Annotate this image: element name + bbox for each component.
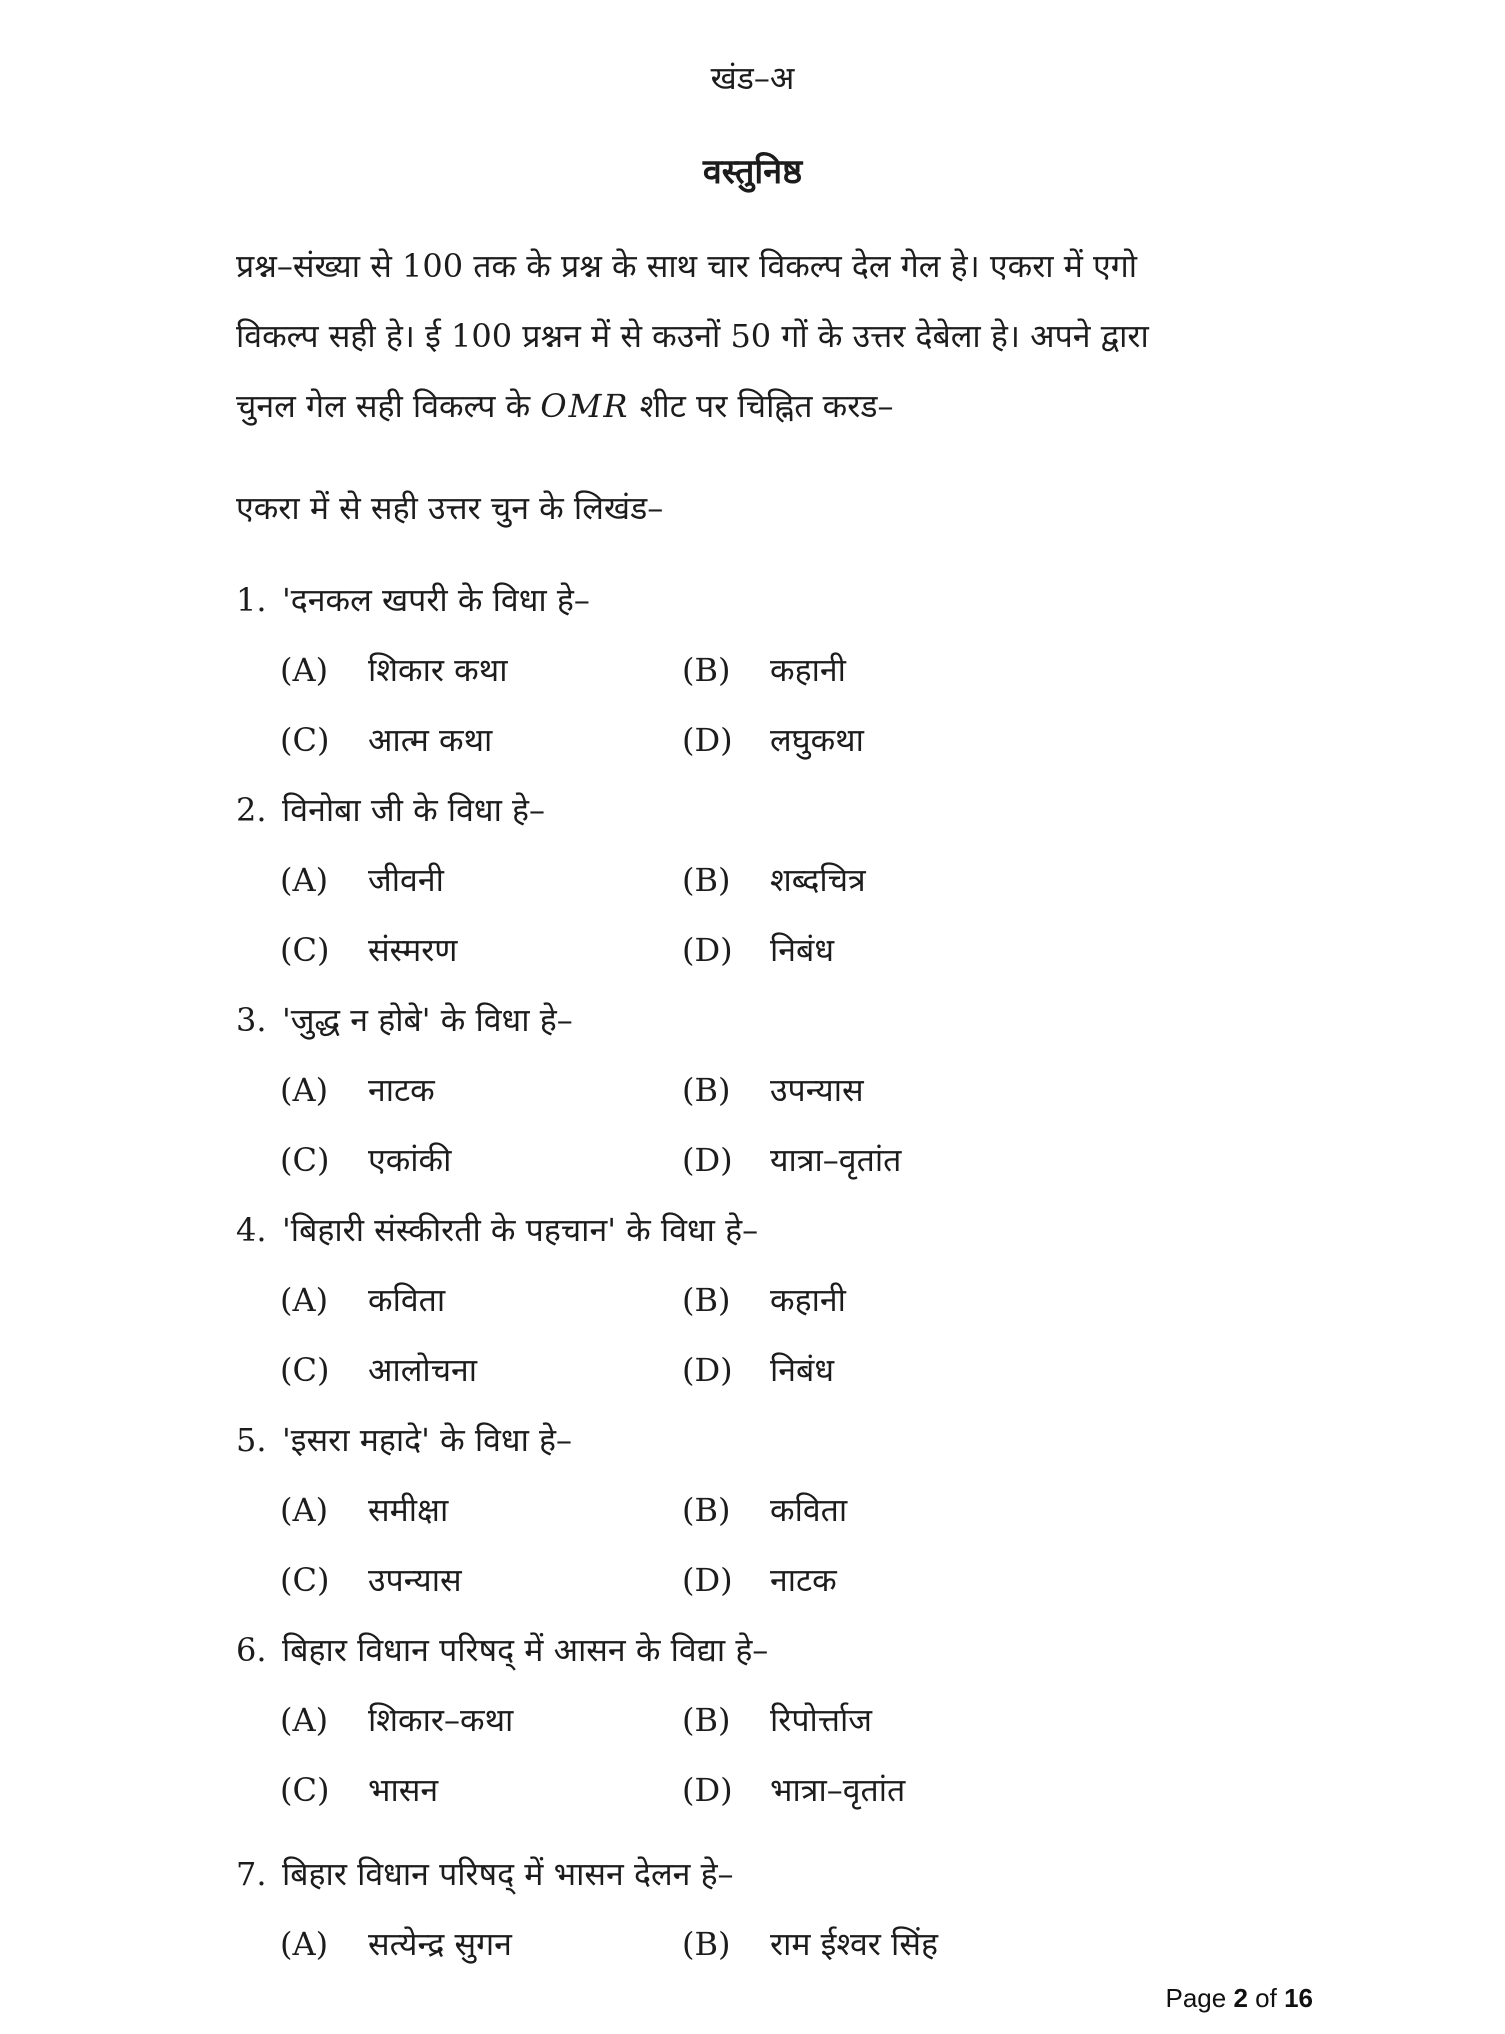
option-label: (B)	[682, 861, 731, 899]
option-b	[682, 1066, 864, 1114]
options-row	[236, 1766, 1296, 1836]
option-text: भात्रा–वृतांत	[770, 1771, 906, 1809]
option-text: कहानी	[770, 651, 846, 689]
option-label: (B)	[682, 1281, 731, 1319]
section-title: खंड–अ	[710, 59, 795, 97]
page-number	[1165, 1985, 1313, 2011]
option-label: (C)	[280, 1141, 330, 1179]
question-text	[236, 1416, 1296, 1486]
option-a	[280, 1276, 445, 1324]
option-text: भासन	[368, 1771, 439, 1809]
option-c	[280, 716, 492, 764]
question-number: 3.	[236, 1001, 267, 1039]
option-text: राम ईश्वर सिंह	[770, 1925, 938, 1963]
option-label: (D)	[682, 1561, 733, 1599]
option-text: उपन्यास	[368, 1561, 462, 1599]
option-text: रिपोर्त्ताज	[770, 1701, 872, 1739]
option-label: (D)	[682, 721, 733, 759]
instruction-line-3-start: चुनल गेल सही विकल्प के	[236, 387, 541, 425]
option-text: लघुकथा	[770, 721, 864, 759]
option-label: (B)	[682, 1925, 731, 1963]
omr-term: OMR	[540, 387, 630, 425]
question-number: 5.	[236, 1421, 267, 1459]
question-6	[236, 1626, 1296, 1836]
option-label: (B)	[682, 651, 731, 689]
option-d	[682, 1136, 901, 1184]
page-word: Page	[1165, 1983, 1227, 2013]
question-text	[236, 576, 1296, 646]
question-stem: 'दनकल खपरी के विधा हे–	[282, 581, 590, 619]
option-text: संस्मरण	[368, 931, 458, 969]
option-c	[280, 1136, 451, 1184]
option-text: समीक्षा	[368, 1491, 449, 1529]
option-a	[280, 1486, 448, 1534]
options-row	[236, 646, 1296, 716]
option-b	[682, 856, 866, 904]
of-word: of	[1255, 1983, 1277, 2013]
option-label: (A)	[280, 1701, 329, 1739]
option-text: नाटक	[368, 1071, 435, 1109]
total-pages: 16	[1284, 1983, 1313, 2013]
option-label: (B)	[682, 1701, 731, 1739]
options-row	[236, 1346, 1296, 1416]
option-text: शिकार कथा	[368, 651, 508, 689]
answer-prompt: एकरा में से सही उत्तर चुन के लिखंड–	[236, 489, 664, 527]
option-text: निबंध	[770, 931, 835, 969]
question-2	[236, 786, 1296, 996]
current-page: 2	[1233, 1983, 1248, 2013]
question-text	[236, 786, 1296, 856]
option-label: (A)	[280, 861, 329, 899]
question-7	[236, 1850, 1296, 1990]
question-text	[236, 1626, 1296, 1696]
option-label: (D)	[682, 1141, 733, 1179]
question-text	[236, 1206, 1296, 1276]
option-text: कविता	[770, 1491, 848, 1529]
instruction-line-2: विकल्प सही हे। ई 100 प्रश्नन में से कउनों 50 गों के उत्तर देबेला हे। अपने द्वारा	[236, 317, 1149, 355]
option-c	[280, 1556, 462, 1604]
option-label: (D)	[682, 1771, 733, 1809]
option-d	[682, 1556, 837, 1604]
instruction-line-1: प्रश्न–संख्या से 100 तक के प्रश्न के साथ चार विकल्प देल गेल हे। एकरा में एगो	[236, 247, 1138, 285]
question-stem: बिहार विधान परिषद् में आसन के विद्या हे–	[282, 1631, 769, 1669]
option-text: सत्येन्द्र सुगन	[368, 1925, 512, 1963]
question-stem: 'इसरा महादे' के विधा हे–	[282, 1421, 573, 1459]
option-label: (C)	[280, 1771, 330, 1809]
question-number: 7.	[236, 1855, 267, 1893]
question-stem: 'जुद्ध न होबे' के विधा हे–	[282, 1001, 573, 1039]
option-a	[280, 1066, 435, 1114]
instruction-line-3	[236, 382, 1266, 452]
option-c	[280, 1766, 438, 1814]
options-row	[236, 856, 1296, 926]
option-label: (A)	[280, 651, 329, 689]
question-4	[236, 1206, 1296, 1416]
option-text: निबंध	[770, 1351, 835, 1389]
question-stem: विनोबा जी के विधा हे–	[282, 791, 546, 829]
question-text	[236, 1850, 1296, 1920]
option-text: जीवनी	[368, 861, 444, 899]
options-row	[236, 926, 1296, 996]
option-d	[682, 1766, 905, 1814]
question-number: 6.	[236, 1631, 267, 1669]
option-text: आलोचना	[368, 1351, 478, 1389]
option-label: (A)	[280, 1491, 329, 1529]
question-number: 4.	[236, 1211, 267, 1249]
options-row	[236, 1136, 1296, 1206]
options-row	[236, 1066, 1296, 1136]
options-row	[236, 716, 1296, 786]
option-b	[682, 1486, 847, 1534]
option-label: (C)	[280, 1561, 330, 1599]
option-b	[682, 1696, 872, 1744]
options-row	[236, 1696, 1296, 1766]
question-text	[236, 996, 1296, 1066]
option-label: (D)	[682, 1351, 733, 1389]
option-label: (C)	[280, 1351, 330, 1389]
instruction-line-3-end: शीट पर चिह्नित करड–	[629, 387, 894, 425]
option-label: (C)	[280, 721, 330, 759]
option-text: कहानी	[770, 1281, 846, 1319]
option-label: (A)	[280, 1925, 329, 1963]
question-5	[236, 1416, 1296, 1626]
option-a	[280, 1696, 513, 1744]
option-text: नाटक	[770, 1561, 837, 1599]
option-text: उपन्यास	[770, 1071, 864, 1109]
option-label: (D)	[682, 931, 733, 969]
option-label: (A)	[280, 1281, 329, 1319]
option-d	[682, 1346, 834, 1394]
question-number: 2.	[236, 791, 267, 829]
question-list	[236, 576, 1296, 1990]
option-label: (B)	[682, 1071, 731, 1109]
option-label: (A)	[280, 1071, 329, 1109]
options-row	[236, 1276, 1296, 1346]
option-d	[682, 716, 864, 764]
option-a	[280, 1920, 512, 1968]
option-a	[280, 646, 507, 694]
option-text: शिकार–कथा	[368, 1701, 514, 1739]
option-label: (C)	[280, 931, 330, 969]
option-c	[280, 1346, 477, 1394]
option-text: शब्दचित्र	[770, 861, 866, 899]
option-b	[682, 646, 846, 694]
question-3	[236, 996, 1296, 1206]
options-row	[236, 1920, 1296, 1990]
options-row	[236, 1556, 1296, 1626]
option-b	[682, 1276, 846, 1324]
page-heading: वस्तुनिष्ठ	[702, 152, 803, 192]
option-d	[682, 926, 834, 974]
question-stem: 'बिहारी संस्कीरती के पहचान' के विधा हे–	[282, 1211, 759, 1249]
options-row	[236, 1486, 1296, 1556]
option-text: यात्रा–वृतांत	[770, 1141, 902, 1179]
option-label: (B)	[682, 1491, 731, 1529]
option-text: एकांकी	[368, 1141, 452, 1179]
option-b	[682, 1920, 938, 1968]
instructions	[236, 242, 1266, 452]
option-c	[280, 926, 457, 974]
question-stem: बिहार विधान परिषद् में भासन देलन हे–	[282, 1855, 734, 1893]
option-text: आत्म कथा	[368, 721, 493, 759]
option-text: कविता	[368, 1281, 446, 1319]
question-spacer	[236, 1836, 1296, 1850]
question-number: 1.	[236, 581, 267, 619]
question-1	[236, 576, 1296, 786]
option-a	[280, 856, 444, 904]
